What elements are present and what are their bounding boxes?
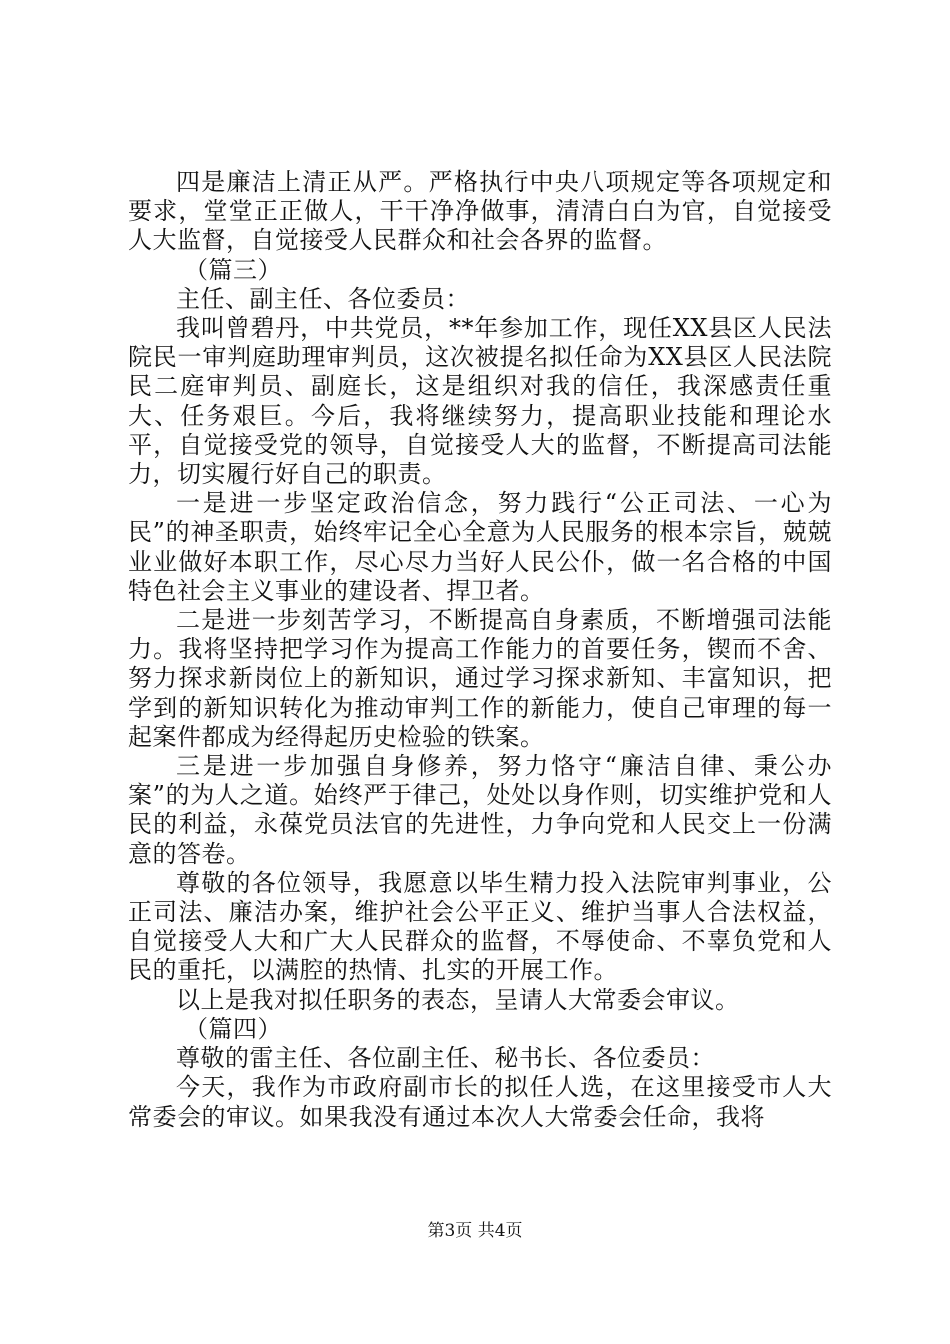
document-body (128, 168, 832, 1132)
paragraph-point-three: 三是进一步加强自身修养，努力恪守“廉洁自律、秉公办案”的为人之道。始终严于律己，处处以身作则，切实维护党和人民的利益，永葆党员法官的先进性，力争向党和人民交上一份满意的答卷。 (128, 752, 832, 868)
paragraph-part-four-opening: 今天，我作为市政府副市长的拟任人选，在这里接受市人大常委会的审议。如果我没有通过本次人大常委会任命，我将 (128, 1073, 832, 1131)
salutation-part-three: 主任、副主任、各位委员： (176, 284, 470, 313)
page-footer (0, 1216, 950, 1241)
paragraph-self-introduction: 我叫曾碧丹，中共党员，**年参加工作，现任XX县区人民法院民一审判庭助理审判员，这次被提名拟任命为XX县区人民法院民二庭审判员、副庭长，这是组织对我的信任，我深感责任重大、任务艰巨。今后，我将继续努力，提高职业技能和理论水平，自觉接受党的领导，自觉接受人大的监督，不断提高司法能力，切实履行好自己的职责。 (128, 314, 832, 489)
salutation-part-four: 尊敬的雷主任、各位副主任、秘书长、各位委员： (176, 1044, 715, 1073)
paragraph-closing: 以上是我对拟任职务的表态，呈请人大常委会审议。 (176, 985, 740, 1014)
paragraph-point-one: 一是进一步坚定政治信念，努力践行“公正司法、一心为民”的神圣职责，始终牢记全心全意为人民服务的根本宗旨，兢兢业业做好本职工作，尽心尽力当好人民公仆，做一名合格的中国特色社会主义事业的建设者、捍卫者。 (128, 489, 832, 605)
paragraph-integrity-point-four: 四是廉洁上清正从严。严格执行中央八项规定等各项规定和要求，堂堂正正做人，干干净净做事，清清白白为官，自觉接受人大监督，自觉接受人民群众和社会各界的监督。 (128, 168, 832, 255)
paragraph-point-two: 二是进一步刻苦学习，不断提高自身素质，不断增强司法能力。我将坚持把学习作为提高工作能力的首要任务，锲而不舍、努力探求新岗位上的新知识，通过学习探求新知、丰富知识，把学到的新知识转化为推动审判工作的新能力，使自己审理的每一起案件都成为经得起历史检验的铁案。 (128, 606, 832, 751)
section-heading-part-four: （篇四） (184, 1014, 282, 1043)
paragraph-commitment: 尊敬的各位领导，我愿意以毕生精力投入法院审判事业，公正司法、廉洁办案，维护社会公平正义、维护当事人合法权益，自觉接受人大和广大人民群众的监督，不辱使命、不辜负党和人民的重托，以满腔的热情、扎实的开展工作。 (128, 868, 832, 985)
section-heading-part-three: （篇三） (184, 255, 282, 284)
page-number: 第3页 共4页 (427, 1221, 523, 1241)
